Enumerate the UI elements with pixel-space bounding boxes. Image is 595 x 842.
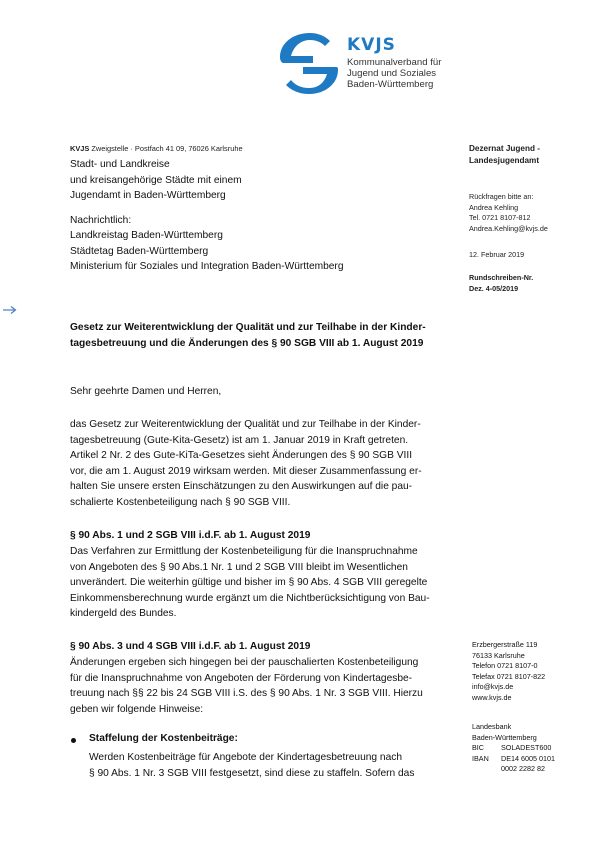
address-email: info@kvjs.de [472,682,514,691]
bullet-paragraph [89,750,469,781]
circular-value: Dez. 4-05/2019 [469,283,519,293]
contact-block [469,192,548,234]
margin-arrow-icon [3,305,17,315]
paragraph-line: tagesbetreuung (Gute-Kita-Gesetz) ist am 1. Januar 2019 in Kraft getreten. [70,434,409,446]
address-website: www.kvjs.de [472,692,512,702]
letter-date: 12. Februar 2019 [469,250,525,259]
contact-name: Andrea Kehling [469,202,519,212]
kvjs-logo-mark [277,30,343,96]
department-line: Dezernat Jugend - [469,144,540,153]
contact-phone: Tel. 0721 8107-812 [469,213,531,222]
paragraph-line: Das Verfahren zur Ermittlung der Kostenbeteiligung für die Inanspruchnahme [70,546,418,557]
iban-label: IBAN [472,753,489,763]
paragraph-line: halten Sie unsere ersten Einschätzungen zu den Auswirkungen auf die pau- [70,481,413,492]
logo-wordmark: KVJS [347,35,396,55]
department-label [469,143,540,167]
paragraph-line: § 90 Abs. 1 Nr. 3 SGB VIII festgesetzt, sind diese zu staffeln. Sofern das [89,767,415,779]
recipient-line: und kreisangehörige Städte mit einem [70,174,242,186]
paragraph-line: Artikel 2 Nr. 2 des Gute-KiTa-Gesetzes sieht Änderungen des § 90 SGB VIII [70,450,413,461]
bullet-heading: Staffelung der Kostenbeiträge: [89,733,238,744]
address-line: Telefax 0721 8107-822 [472,671,546,681]
subject-line: Gesetz zur Weiterentwicklung der Qualität und zur Teilhabe in der Kinder- [70,322,426,333]
cc-line: Städtetag Baden-Württemberg [70,245,209,257]
iban-value: 0002 2282 82 [501,764,545,773]
paragraph-line: treuung nach §§ 22 bis 24 SGB VIII i.S. des § 90 Abs. 1 Nr. 3 SGB VIII. Hierzu [70,688,423,699]
logo-text [347,35,441,91]
sender-address: Zweigstelle · Postfach 41 09, 76026 Karlsruhe [89,144,243,153]
address-line: Telefon 0721 8107-0 [472,661,538,670]
intro-paragraph [70,417,470,510]
cc-line: Ministerium für Soziales und Integration Baden-Württemberg [70,261,344,272]
circular-label: Rundschreiben-Nr. [469,273,534,282]
bic-value: SOLADEST600 [501,743,552,752]
circular-number [469,273,533,294]
paragraph-line: Werden Kostenbeiträge für Angebote der Kindertagesbetreuung nach [89,752,403,763]
iban-value: DE14 6005 0101 [501,753,555,763]
paragraph-line: schalierte Kostenbeteiligung nach § 90 SGB VIII. [70,496,291,508]
paragraph-line: vor, die am 1. August 2019 wirksam werden. Mit dieser Zusammenfassung er- [70,465,422,477]
section-paragraph [70,544,470,622]
section-heading: § 90 Abs. 1 und 2 SGB VIII i.d.F. ab 1. August 2019 [70,530,311,541]
paragraph-line: unverändert. Die weiterhin gültige und bisher im § 90 Abs. 4 SGB VIII geregelte [70,577,428,588]
bullet-icon [71,738,76,743]
cc-label: Nachrichtlich: [70,214,132,226]
recipient-block [70,157,344,275]
bank-name: Baden-Württemberg [472,732,537,742]
recipient-line: Stadt- und Landkreise [70,159,170,170]
sender-line [70,144,243,153]
office-address [472,640,545,703]
contact-email: Andrea.Kehling@kvjs.de [469,223,548,233]
recipient-line: Jugendamt in Baden-Württemberg [70,190,226,201]
contact-label: Rückfragen bitte an: [469,192,534,201]
paragraph-line: von Angeboten des § 90 Abs.1 Nr. 1 und 2 SGB VIII bleibt im Wesentlichen [70,561,408,573]
bank-details [472,722,555,775]
cc-line: Landkreistag Baden-Württemberg [70,230,223,241]
address-line: Erzbergerstraße 119 [472,640,538,649]
paragraph-line: Einkommensberechnung wurde ergänzt um die Nichtberücksichtigung von Bau- [70,592,430,604]
letter-subject [70,320,465,351]
bank-name: Landesbank [472,722,512,731]
section-heading: § 90 Abs. 3 und 4 SGB VIII i.d.F. ab 1. August 2019 [70,641,311,652]
paragraph-line: Änderungen ergeben sich hingegen bei der pauschalierten Kostenbeteiligung [70,657,419,668]
logo-line: Kommunalverband für [347,57,442,68]
subject-line: tagesbetreuung und die Änderungen des § 90 SGB VIII ab 1. August 2019 [70,337,424,349]
address-line: 76133 Karlsruhe [472,650,525,660]
paragraph-line: geben wir folgende Hinweise: [70,703,204,715]
bic-label: BIC [472,743,484,752]
logo-line: Jugend und Soziales [347,68,437,80]
sender-org: KVJS [70,144,90,153]
paragraph-line: das Gesetz zur Weiterentwicklung der Qualität und zur Teilhabe in der Kinder- [70,419,421,430]
salutation: Sehr geehrte Damen und Herren, [70,386,222,397]
paragraph-line: kindergeld des Bundes. [70,608,177,619]
logo-line: Baden-Württemberg [347,79,434,91]
department-line: Landesjugendamt [469,156,540,165]
section-paragraph [70,655,470,717]
paragraph-line: für die Inanspruchnahme von Angeboten der Förderung von Kindertagesbe- [70,672,413,684]
